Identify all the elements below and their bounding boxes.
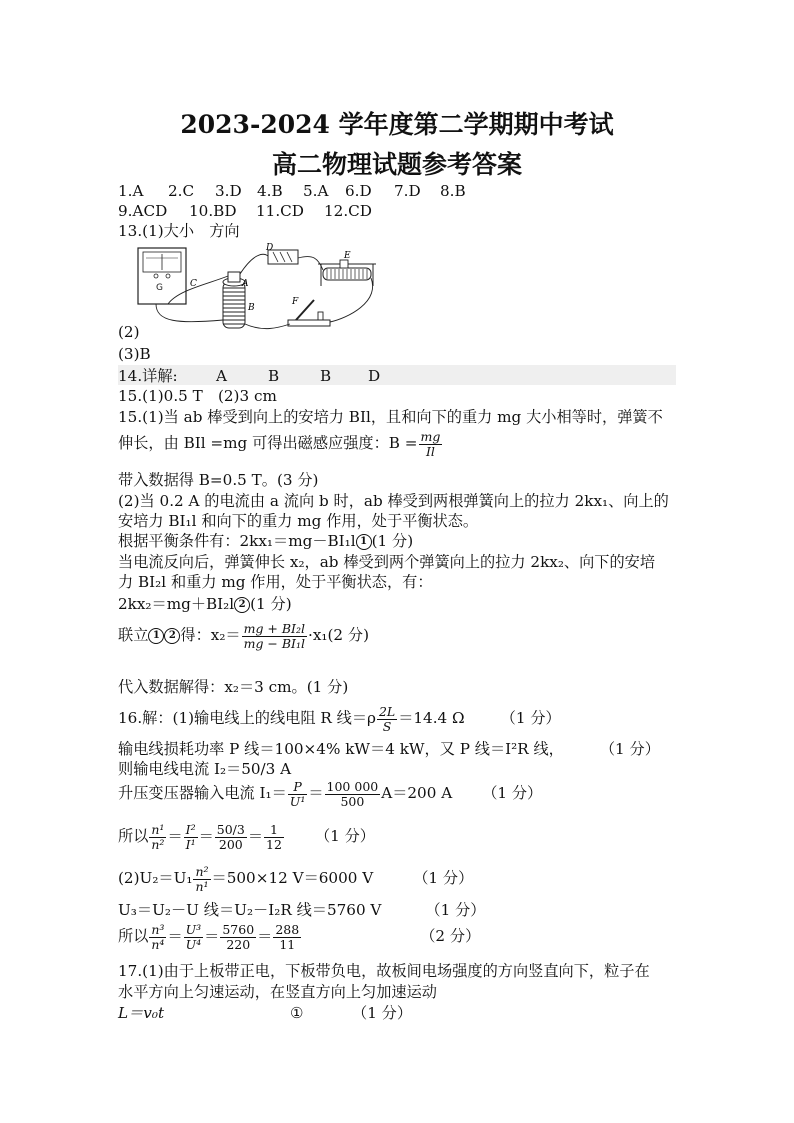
text: 所以 — [118, 827, 149, 846]
q16-l3: 则输电线电流 I₂＝50/3 A — [118, 760, 292, 778]
mc-answer: 5.A — [303, 182, 329, 200]
mc-answer: 7.D — [394, 182, 421, 200]
q15-p3b: 力 BI₂l 和重力 mg 作用，处于平衡状态，有： — [118, 573, 433, 591]
fig-label-e: E — [344, 251, 351, 261]
score: (1 分) — [250, 595, 292, 613]
mc-answer: 12.CD — [324, 202, 372, 220]
fraction: $\frac{\text{n¹}}{\text{n²}}$ — [151, 822, 165, 852]
fraction: $\frac{\text{n²}}{\text{n¹}}$ — [195, 864, 209, 894]
q15-p3a: 当电流反向后，弹簧伸长 x₂，ab 棒受到两个弹簧向上的拉力 2kx₂、向下的安培 — [118, 553, 656, 571]
text: 输电线损耗功率 P 线＝100×4% kW＝4 kW，又 P 线＝I²R 线， — [118, 740, 564, 758]
q16-l2 — [118, 740, 660, 758]
fig-label-c: C — [190, 279, 197, 289]
q16-l4 — [118, 780, 542, 809]
q15-summary: 15.(1)0.5 T (2)3 cm — [118, 387, 277, 405]
q15-p1c: 带入数据得 B=0.5 T。(3 分) — [118, 471, 319, 489]
q15-p2c — [118, 532, 413, 550]
q17-l3 — [118, 1004, 412, 1022]
q15-p1b — [118, 430, 443, 459]
equation-text: 根据平衡条件有：2kx₁＝mg－BI₁l — [118, 532, 356, 550]
fig-label-b: B — [248, 303, 255, 313]
text: ＝14.4 Ω — [398, 709, 465, 728]
mc-answer: 10.BD — [189, 202, 237, 220]
circled-mark: ① — [290, 1004, 304, 1022]
equation-text: L＝v₀t — [118, 1004, 165, 1022]
q16-l1 — [118, 705, 561, 734]
score: （1 分） — [314, 827, 375, 846]
q17-l2: 水平方向上匀速运动，在竖直方向上匀加速运动 — [118, 983, 437, 1001]
circled-mark-2: 2 — [164, 628, 180, 644]
q14-answer: B — [268, 367, 280, 385]
q15-p2b: 安培力 BI₁l 和向下的重力 mg 作用，处于平衡状态。 — [118, 512, 479, 530]
circuit-figure — [118, 242, 383, 334]
score: （1 分） — [352, 1004, 413, 1022]
fraction: $\frac{\text{I²}}{\text{I¹}}$ — [185, 822, 196, 852]
q16-l6 — [118, 865, 473, 894]
fraction: $\frac{\text{n³}}{\text{n⁴}}$ — [151, 922, 165, 952]
q15-p1a: 15.(1)当 ab 棒受到向上的安培力 BIl，且和向下的重力 mg 大小相等时，弹簧不 — [118, 408, 663, 426]
q13-line-3: (3)B — [118, 345, 151, 363]
text: 所以 — [118, 927, 149, 946]
fig-label-g: G — [156, 283, 163, 293]
fraction: $\frac{2L}{S}$ — [378, 704, 396, 734]
equation-text: 2kx₂＝mg＋BI₂l — [118, 595, 235, 613]
q14-prefix: 14.详解: — [118, 367, 178, 385]
q14-line — [118, 367, 380, 385]
mc-answer: 3.D — [215, 182, 242, 200]
text: 联立 — [118, 626, 149, 645]
q15-p1b-text: 伸长，由 BIl =mg 可得出磁感应强度：B = — [118, 434, 418, 453]
text: A＝200 A — [381, 784, 453, 803]
score: （2 分） — [420, 927, 481, 946]
text: U₃＝U₂－U 线＝U₂－I₂R 线＝5760 V — [118, 901, 382, 919]
score: （1 分） — [482, 784, 543, 803]
score: （1 分） — [425, 901, 486, 919]
mc-answer: 9.ACD — [118, 202, 168, 220]
q15-p2a: (2)当 0.2 A 的电流由 a 流向 b 时，ab 棒受到两根弹簧向上的拉力 2kx₁、向上的 — [118, 492, 669, 510]
q14-answer: A — [216, 367, 227, 385]
circled-mark-1: 1 — [148, 628, 164, 644]
text: 得：x₂＝ — [180, 626, 241, 645]
mc-answer: 4.B — [257, 182, 283, 200]
text: ·x₁(2 分) — [308, 626, 370, 645]
q17-l1: 17.(1)由于上板带正电，下板带负电，故板间电场强度的方向竖直向下，粒子在 — [118, 962, 650, 980]
q15-p5: 代入数据解得：x₂＝3 cm。(1 分) — [118, 678, 349, 696]
exam-title: 2023-2024 学年度第二学期期中考试 — [180, 110, 614, 139]
fraction: $\frac{\text{mg + BI₂l}}{\text{mg − BI₁l}}$ — [243, 621, 306, 651]
fraction: $\frac{50/3}{200}$ — [216, 822, 245, 852]
fraction: $\frac{\text{U³}}{\text{U⁴}}$ — [185, 922, 202, 952]
text: ＝ — [308, 784, 324, 803]
score: (1 分) — [371, 532, 414, 550]
mc-row-2 — [118, 202, 372, 220]
mc-answer: 2.C — [168, 182, 195, 200]
q14-answer: B — [320, 367, 332, 385]
fig-label-f: F — [292, 297, 299, 307]
fraction: $\frac{100 000}{500}$ — [326, 779, 379, 809]
score: （1 分） — [500, 709, 561, 728]
fraction: $\frac{mg}{Il}$ — [420, 429, 441, 459]
text: (2)U₂＝U₁ — [118, 869, 193, 888]
fraction: $\frac{5760}{220}$ — [222, 922, 255, 952]
text: 16.解：(1)输电线上的线电阻 R 线＝ρ — [118, 709, 376, 728]
text: ＝500×12 V＝6000 V — [211, 869, 374, 888]
q15-p3c — [118, 595, 292, 613]
score: （1 分） — [599, 740, 660, 758]
mc-answer: 11.CD — [256, 202, 304, 220]
score: （1 分） — [413, 869, 474, 888]
q16-l7 — [118, 901, 485, 919]
q13-line-1: 13.(1)大小 方向 — [118, 222, 240, 240]
mc-row-1 — [118, 182, 466, 200]
fraction: $\frac{288}{11}$ — [275, 922, 300, 952]
q15-p4 — [118, 622, 369, 651]
mc-answer: 1.A — [118, 182, 144, 200]
answer-title: 高二物理试题参考答案 — [271, 150, 522, 179]
mc-answer: 8.B — [440, 182, 466, 200]
q16-l5: 所以 $\frac{\text{n¹}}{\text{n²}}$ ＝ $\frac{\text{I²}}{\text{I¹}}$ ＝ $\frac{50/3}{200}$ ＝ $\frac{1}{12}$ （1 分） — [118, 822, 375, 852]
q13-line-2: (2) — [118, 323, 140, 341]
fig-label-d: D — [266, 243, 274, 253]
q14-answer: D — [368, 367, 381, 385]
fig-label-a: A — [242, 279, 249, 289]
q16-l8: 所以 $\frac{\text{n³}}{\text{n⁴}}$ ＝ $\frac{\text{U³}}{\text{U⁴}}$ ＝ $\frac{5760}{220}$ ＝ $\frac{288}{11}$ （2 分） — [118, 922, 481, 952]
circled-mark-2: 2 — [234, 597, 250, 613]
fraction: $\frac{1}{12}$ — [266, 822, 282, 852]
circled-mark-1: 1 — [356, 534, 372, 550]
text: 升压变压器输入电流 I₁＝ — [118, 784, 287, 803]
rheostat — [318, 260, 376, 286]
mc-answer: 6.D — [345, 182, 372, 200]
fraction: $\frac{P}{\text{U¹}}$ — [289, 779, 306, 809]
